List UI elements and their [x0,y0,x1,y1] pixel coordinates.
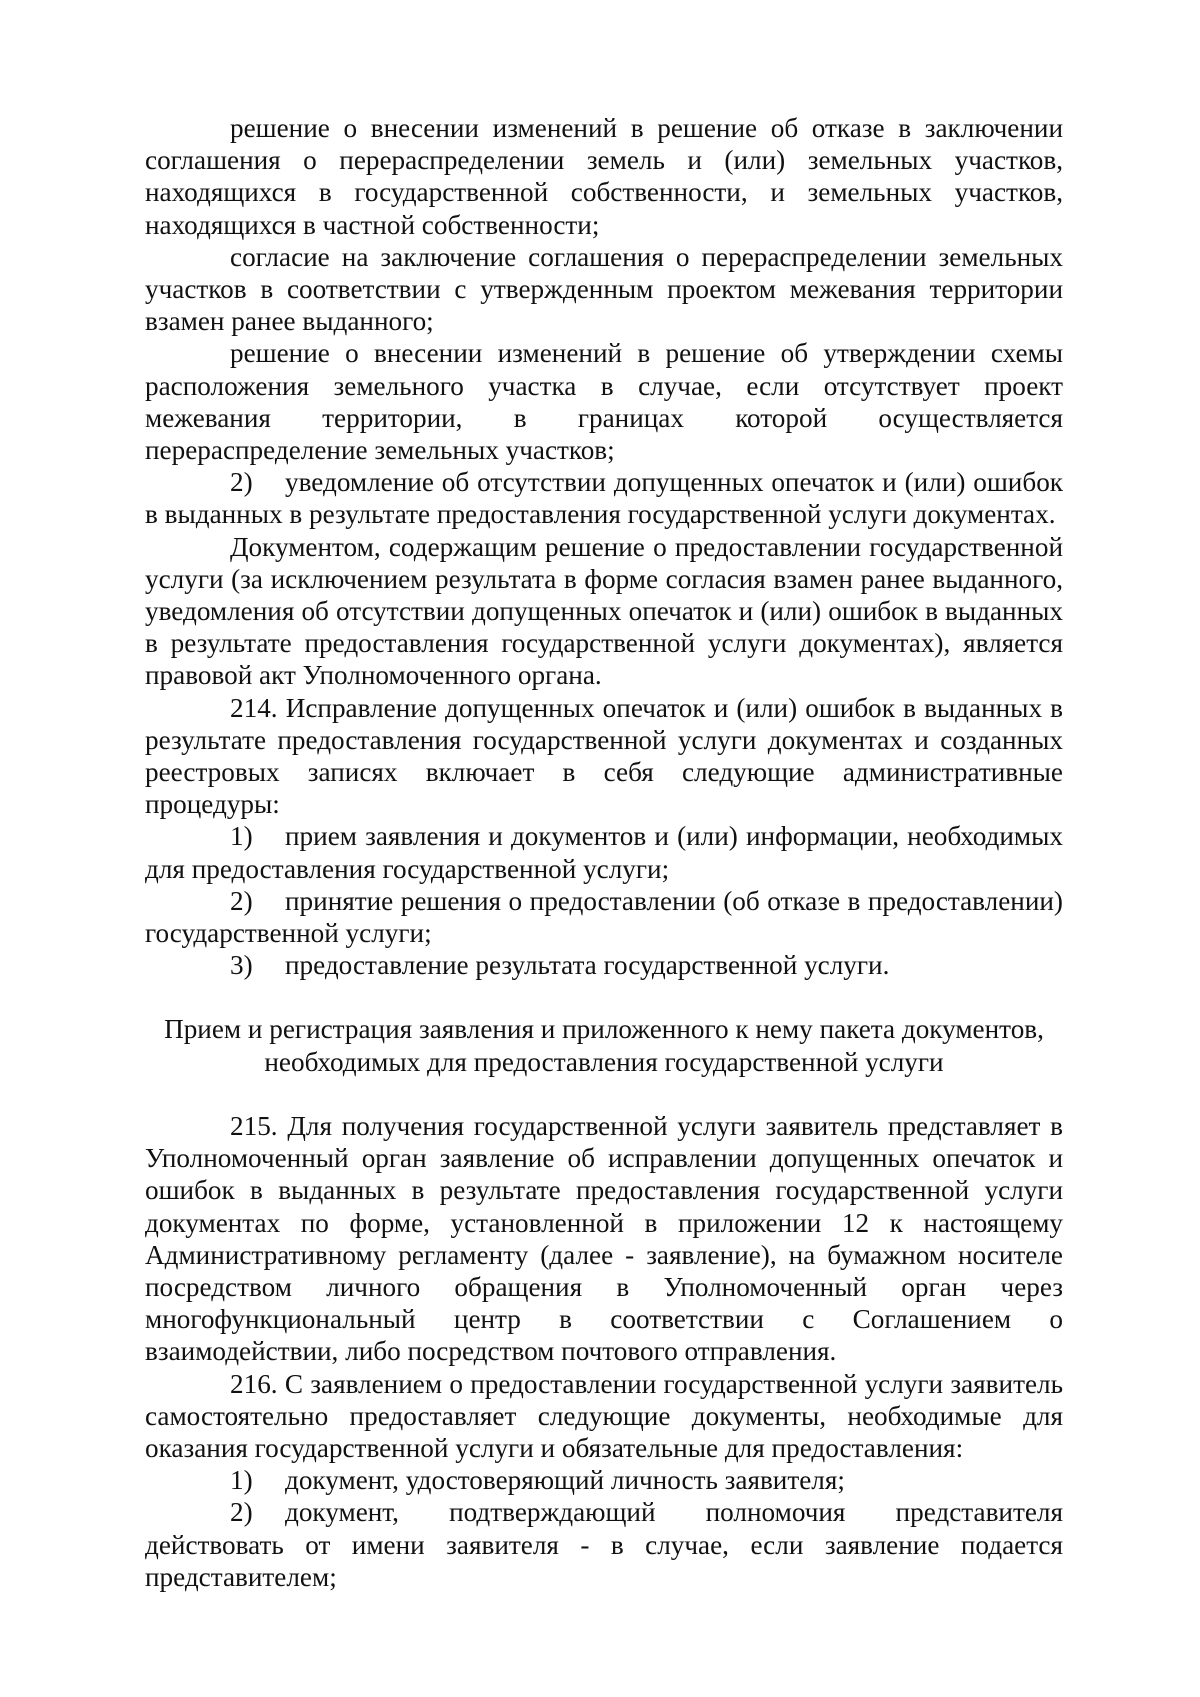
section-heading [145,1013,1063,1077]
list-item-214-1 [145,820,1063,884]
list-item-text: прием заявления и документов и (или) информации, необходимых для предоставления государственной услуги; [145,821,1063,884]
list-item-number: 1) [230,1465,253,1496]
list-item-text: документ, удостоверяющий личность заявителя; [285,1465,845,1496]
paragraph-decision-refusal-change: решение о внесении изменений в решение об отказе в заключении соглашения о перераспределении земель и (или) земельных участков, находящихся в государственной собственности, и земельных участков, находящихся в частной собственности; [145,113,1063,240]
paragraph-214: 214. Исправление допущенных опечаток и (или) ошибок в выданных в результате предоставления государственной услуги документах и созданных реестровых записях включает в себя следующие административные процедуры: [145,692,1063,820]
list-item-text: уведомление об отсутствии допущенных опечаток и (или) ошибок в выданных в результате предоставления государственной услуги документах. [145,467,1063,530]
list-item-number: 3) [230,950,253,981]
paragraph-consent-agreement: согласие на заключение соглашения о перераспределении земельных участков в соответствии с утвержденным проектом межевания территории взамен ранее выданного; [145,241,1063,337]
list-item-number: 2) [230,885,253,916]
list-item-notice [145,466,1063,530]
list-item-text: предоставление результата государственной услуги. [285,950,890,981]
list-item-number: 1) [230,821,253,852]
list-item-214-2 [145,885,1063,949]
list-item-number: 2) [230,467,253,498]
document-body [145,112,1063,1593]
list-item-number: 2) [230,1497,253,1528]
list-item-216-1 [145,1464,1063,1496]
list-item-text: принятие решения о предоставлении (об отказе в предоставлении) государственной услуги; [145,885,1063,949]
list-item-214-3 [145,949,1063,981]
paragraph-decision-scheme-change: решение о внесении изменений в решение об утверждении схемы расположения земельного участка в случае, если отсутствует проект межевания территории, в границах которой осуществляется перераспределение земельных участков; [145,338,1063,466]
paragraph-216: 216. С заявлением о предоставлении государственной услуги заявитель самостоятельно предоставляет следующие документы, необходимые для оказания государственной услуги и обязательные для предоставления: [145,1368,1063,1463]
paragraph-result-document: Документом, содержащим решение о предоставлении государственной услуги (за исключением результата в форме согласия взамен ранее выданного, уведомления об отсутствии допущенных опечаток и (или) ошибок в выданных в результате предоставления государственной услуги документах), является правовой акт Уполномоченного органа. [145,531,1063,691]
list-item-216-2 [145,1496,1063,1593]
section-heading-line-2: необходимых для предоставления государственной услуги [264,1046,944,1077]
paragraph-215: 215. Для получения государственной услуги заявитель представляет в Уполномоченный орган заявление об исправлении допущенных опечаток и ошибок в выданных в результате предоставления государственной услуги документах по форме, установленной в приложении 12 к настоящему Административному регламенту (далее - заявление), на бумажном носителе посредством личного обращения в Уполномоченный орган через многофункциональный центр в соответствии с Соглашением о взаимодействии, либо посредством почтового отправления. [145,1110,1063,1367]
section-heading-line-1: Прием и регистрация заявления и приложенного к нему пакета документов, [164,1014,1044,1045]
list-item-text: документ, подтверждающий полномочия представителя действовать от имени заявителя - в случае, если заявление подается представителем; [145,1497,1063,1592]
